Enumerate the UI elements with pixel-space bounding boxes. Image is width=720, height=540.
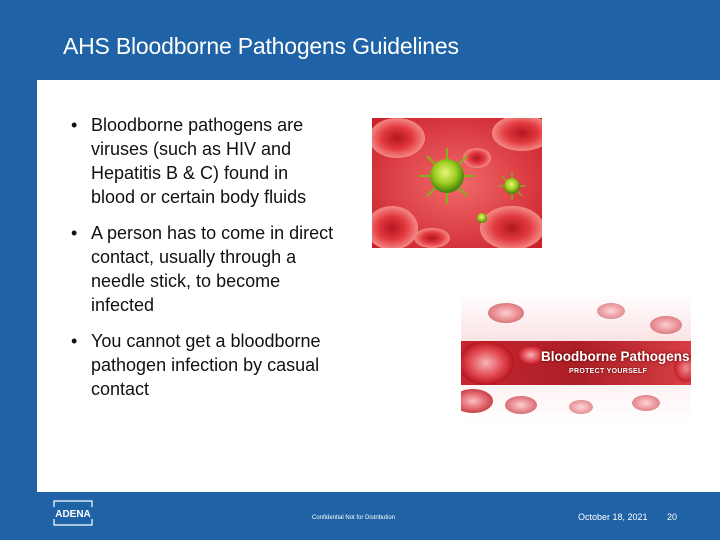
bullet-text: Bloodborne pathogens are viruses (such as HIV and Hepatitis B & C) found in blood or certain body fluids xyxy=(91,115,307,207)
bloodborne-pathogens-banner-image xyxy=(461,293,691,425)
bullet-item xyxy=(71,329,336,401)
bullet-list xyxy=(71,113,336,413)
page-number: 20 xyxy=(667,512,678,522)
bullet-item xyxy=(71,113,336,209)
banner-title: Bloodborne Pathogens xyxy=(541,349,690,364)
bullet-text: A person has to come in direct contact, usually through a needle stick, to become infected xyxy=(91,223,334,315)
logo-text: ADENA xyxy=(55,509,91,520)
bullet-glyph: • xyxy=(71,223,78,243)
virus-blood-cells-image xyxy=(372,118,542,248)
banner-subtitle: PROTECT YOURSELF xyxy=(569,368,648,375)
bullet-text: You cannot get a bloodborne pathogen infection by casual contact xyxy=(91,331,321,399)
bullet-item xyxy=(71,221,336,317)
slide-title: AHS Bloodborne Pathogens Guidelines xyxy=(63,33,459,59)
slide-content xyxy=(37,80,720,492)
adena-logo xyxy=(48,497,98,529)
slide-date: October 18, 2021 xyxy=(578,512,648,522)
bullet-glyph: • xyxy=(71,331,78,351)
confidential-notice: Confidential Not for Distribution xyxy=(312,515,396,521)
bullet-glyph: • xyxy=(71,115,78,135)
